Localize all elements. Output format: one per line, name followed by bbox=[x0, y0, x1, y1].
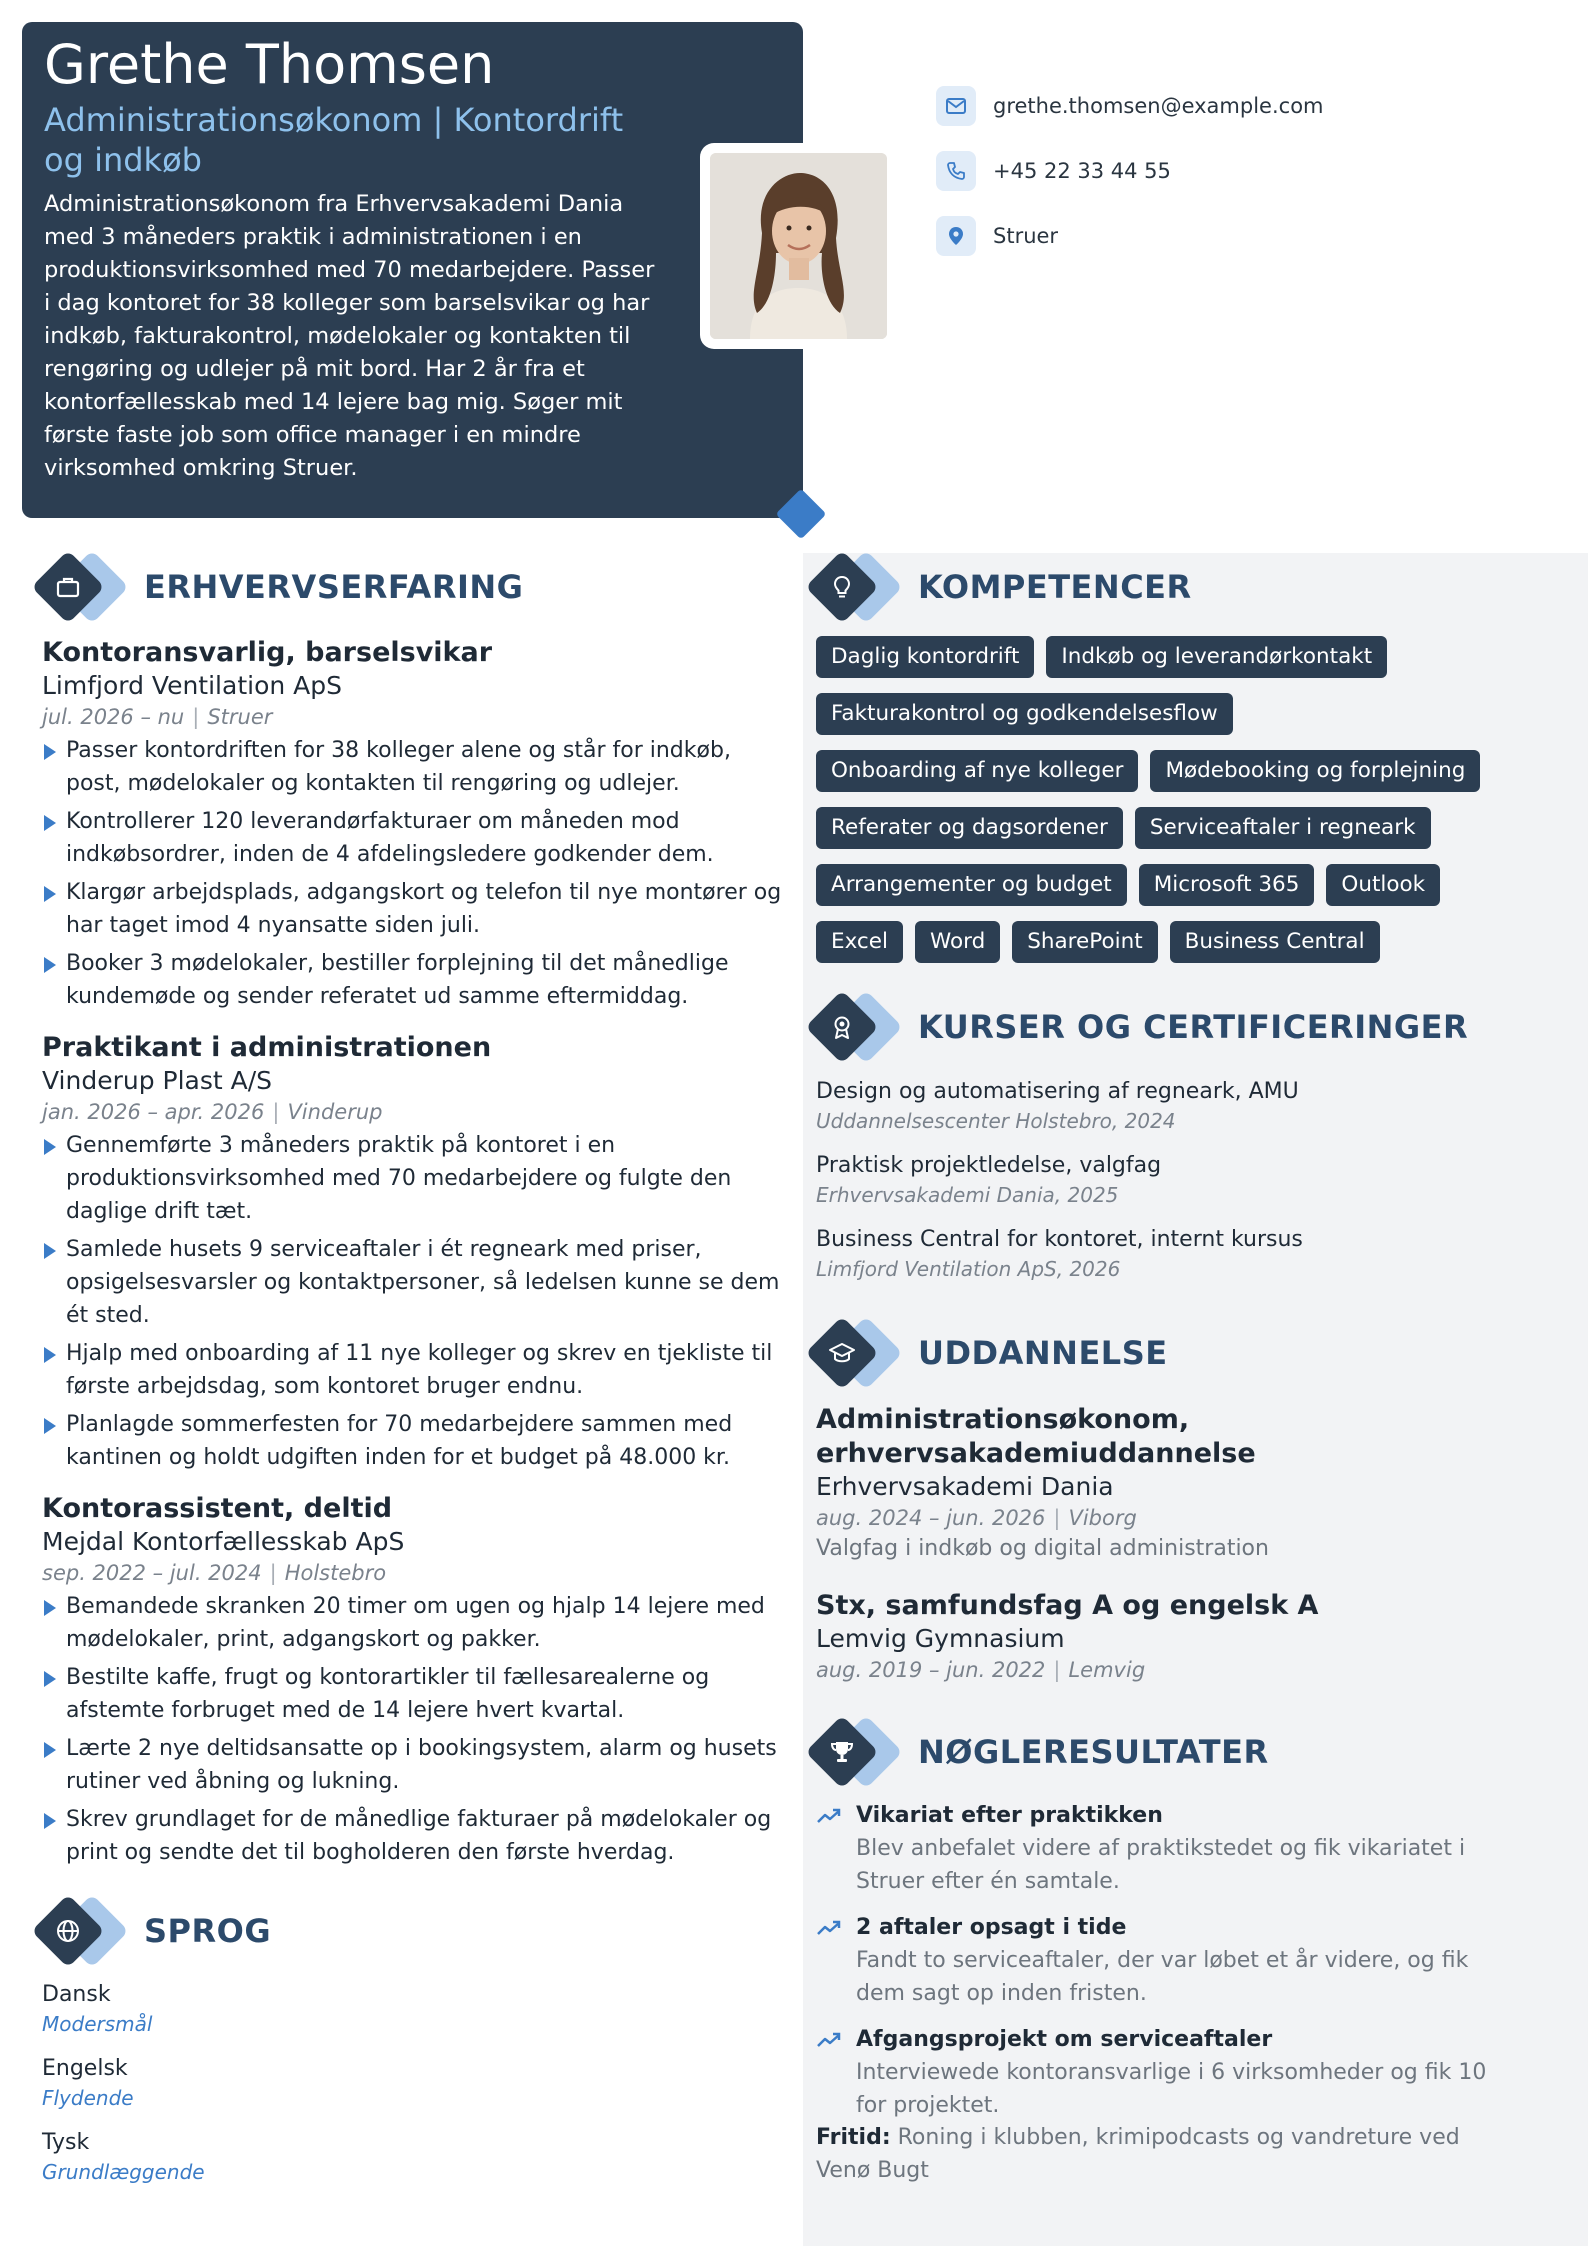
skill-tag: Mødebooking og forplejning bbox=[1150, 750, 1480, 792]
certificate-icon bbox=[802, 987, 902, 1067]
hobbies-value: Roning i klubben, krimipodcasts og vandreture ved Venø Bugt bbox=[816, 2125, 1460, 2183]
language-level: Grundlæggende bbox=[42, 2160, 205, 2184]
job-title: Kontorassistent, deltid bbox=[42, 1493, 393, 1524]
job-title: Kontoransvarlig, barselsvikar bbox=[42, 637, 493, 668]
section-title: ERHVERVSERFARING bbox=[144, 568, 524, 606]
hobbies-label: Fritid: bbox=[816, 2125, 891, 2150]
section-languages-header bbox=[28, 1891, 271, 1971]
result-item bbox=[816, 2024, 1516, 2122]
skill-tag: Excel bbox=[816, 921, 903, 963]
job-meta: jul. 2026 – nu | Struer bbox=[42, 705, 273, 729]
job-entry bbox=[42, 1492, 782, 1874]
profile-photo bbox=[710, 153, 887, 339]
language-item bbox=[42, 2054, 134, 2112]
bullet-item: Bemandede skranken 20 timer om ugen og hjalp 14 lejere med mødelokaler, print, adgangskort og pakker. bbox=[42, 1590, 782, 1656]
education-item bbox=[816, 1403, 1536, 1565]
job-meta: sep. 2022 – jul. 2024 | Holstebro bbox=[42, 1561, 387, 1585]
result-description: Interviewede kontoransvarlige i 6 virksomheder og fik 10 for projektet. bbox=[856, 2060, 1487, 2118]
result-item bbox=[816, 1912, 1516, 2010]
job-period: jan. 2026 – apr. 2026 bbox=[42, 1100, 265, 1124]
language-name: Tysk bbox=[42, 2130, 90, 2155]
language-name: Engelsk bbox=[42, 2056, 128, 2081]
contact-phone-text: +45 22 33 44 55 bbox=[993, 159, 1171, 183]
hobbies-text bbox=[816, 2121, 1496, 2187]
bullet-item: Gennemførte 3 måneders praktik på kontoret i en produktionsvirksomhed med 70 medarbejdere og fulgte den daglige drift tæt. bbox=[42, 1129, 782, 1228]
section-skills-header bbox=[802, 547, 1192, 627]
education-period: aug. 2019 – jun. 2022 bbox=[816, 1658, 1046, 1682]
skill-tag: Serviceaftaler i regneark bbox=[1135, 807, 1431, 849]
section-title: UDDANNELSE bbox=[918, 1334, 1168, 1372]
job-title: Praktikant i administrationen bbox=[42, 1032, 492, 1063]
course-item bbox=[816, 1225, 1303, 1283]
result-description: Fandt to serviceaftaler, der var løbet et år videre, og fik dem sagt op inden fristen. bbox=[856, 1948, 1469, 2006]
course-item bbox=[816, 1151, 1161, 1209]
course-name: Business Central for kontoret, internt kursus bbox=[816, 1227, 1303, 1252]
education-meta: aug. 2019 – jun. 2022 | Lemvig bbox=[816, 1658, 1146, 1682]
lightbulb-icon bbox=[802, 547, 902, 627]
profile-summary: Administrationsøkonom fra Erhvervsakademi Dania med 3 måneders praktik i administrationen i en produktionsvirksomhed med 70 medarbejdere. Passer i dag kontoret for 38 kolleger som barselsvikar og har indkøb, fakturakontrol, mødelokaler og kontakten til rengøring og udlejer på mit bord. Har 2 år fra et kontorfællesskab med 14 lejere bag mig. Søger mit første faste job som office manager i en mindre virksomhed omkring Struer. bbox=[44, 191, 655, 481]
trophy-icon bbox=[802, 1712, 902, 1792]
education-title: Administrationsøkonom, erhvervsakademiuddannelse bbox=[816, 1404, 1256, 1469]
phone-icon bbox=[936, 151, 976, 191]
job-company: Limfjord Ventilation ApS bbox=[42, 671, 342, 700]
contact-location bbox=[936, 216, 1324, 256]
course-meta: Erhvervsakademi Dania, 2025 bbox=[816, 1183, 1119, 1207]
education-meta: aug. 2024 – jun. 2026 | Viborg bbox=[816, 1506, 1137, 1530]
bullet-item: Samlede husets 9 serviceaftaler i ét regneark med priser, opsigelsesvarsler og kontaktpersoner, så ledelsen kunne se dem ét sted. bbox=[42, 1233, 782, 1332]
language-level: Flydende bbox=[42, 2086, 134, 2110]
job-period: sep. 2022 – jul. 2024 bbox=[42, 1561, 262, 1585]
skills-list bbox=[816, 636, 1516, 978]
bullet-item: Hjalp med onboarding af 11 nye kolleger og skrev en tjekliste til første arbejdsdag, som kontoret bruger endnu. bbox=[42, 1337, 782, 1403]
profile-photo-frame bbox=[700, 143, 897, 349]
contact-list bbox=[936, 86, 1324, 281]
section-title: SPROG bbox=[144, 1912, 272, 1950]
bullet-item: Kontrollerer 120 leverandørfakturaer om måneden mod indkøbsordrer, inden de 4 afdelingsledere godkender dem. bbox=[42, 805, 782, 871]
job-place: Struer bbox=[207, 705, 273, 729]
skill-tag: Daglig kontordrift bbox=[816, 636, 1034, 678]
skill-tag: Outlook bbox=[1326, 864, 1440, 906]
contact-phone[interactable] bbox=[936, 151, 1324, 191]
job-bullets bbox=[42, 1129, 782, 1474]
result-title: Vikariat efter praktikken bbox=[856, 1803, 1163, 1828]
contact-email-text: grethe.thomsen@example.com bbox=[993, 94, 1324, 118]
globe-icon bbox=[28, 1891, 128, 1971]
bullet-item: Planlagde sommerfesten for 70 medarbejdere sammen med kantinen og holdt udgiften inden for et budget på 48.000 kr. bbox=[42, 1408, 782, 1474]
language-level: Modersmål bbox=[42, 2012, 153, 2036]
candidate-title: Administrationsøkonom | Kontordrift og indkøb bbox=[44, 101, 624, 179]
section-title: NØGLERESULTATER bbox=[918, 1733, 1269, 1771]
trend-up-icon bbox=[816, 1919, 842, 1937]
skill-tag: Microsoft 365 bbox=[1139, 864, 1315, 906]
result-description: Blev anbefalet videre af praktikstedet og fik vikariatet i Struer efter én samtale. bbox=[856, 1836, 1466, 1894]
course-item bbox=[816, 1077, 1299, 1135]
skill-tag: Onboarding af nye kolleger bbox=[816, 750, 1138, 792]
course-name: Praktisk projektledelse, valgfag bbox=[816, 1153, 1162, 1178]
result-item bbox=[816, 1800, 1516, 1898]
skill-tag: Indkøb og leverandørkontakt bbox=[1046, 636, 1387, 678]
job-bullets bbox=[42, 1590, 782, 1869]
course-name: Design og automatisering af regneark, AMU bbox=[816, 1079, 1299, 1104]
bullet-item: Booker 3 mødelokaler, bestiller forplejning til det månedlige kundemøde og sender referatet ud samme eftermiddag. bbox=[42, 947, 782, 1013]
education-period: aug. 2024 – jun. 2026 bbox=[816, 1506, 1046, 1530]
section-results-header bbox=[802, 1712, 1269, 1792]
header-card bbox=[22, 22, 803, 518]
course-meta: Uddannelsescenter Holstebro, 2024 bbox=[816, 1109, 1176, 1133]
section-experience-header bbox=[28, 547, 523, 627]
result-title: Afgangsprojekt om serviceaftaler bbox=[856, 2027, 1273, 2052]
mail-icon bbox=[936, 86, 976, 126]
section-title: KOMPETENCER bbox=[918, 568, 1192, 606]
skill-tag: Referater og dagsordener bbox=[816, 807, 1123, 849]
job-place: Vinderup bbox=[287, 1100, 383, 1124]
education-school: Lemvig Gymnasium bbox=[816, 1624, 1065, 1653]
section-courses-header bbox=[802, 987, 1468, 1067]
education-item bbox=[816, 1589, 1536, 1685]
location-pin-icon bbox=[936, 216, 976, 256]
course-meta: Limfjord Ventilation ApS, 2026 bbox=[816, 1257, 1121, 1281]
job-company: Vinderup Plast A/S bbox=[42, 1066, 273, 1095]
section-title: KURSER OG CERTIFICERINGER bbox=[918, 1008, 1469, 1046]
education-note: Valgfag i indkøb og digital administration bbox=[816, 1536, 1269, 1561]
education-school: Erhvervsakademi Dania bbox=[816, 1472, 1114, 1501]
bullet-item: Bestilte kaffe, frugt og kontorartikler til fællesarealerne og afstemte forbruget med de 14 lejere hvert kvartal. bbox=[42, 1661, 782, 1727]
skill-tag: Word bbox=[915, 921, 1000, 963]
bullet-item: Skrev grundlaget for de månedlige fakturaer på mødelokaler og print og sendte det til bogholderen den første hverdag. bbox=[42, 1803, 782, 1869]
language-name: Dansk bbox=[42, 1982, 111, 2007]
skill-tag: SharePoint bbox=[1012, 921, 1157, 963]
result-title: 2 aftaler opsagt i tide bbox=[856, 1915, 1127, 1940]
job-bullets bbox=[42, 734, 782, 1013]
bullet-item: Lærte 2 nye deltidsansatte op i bookingsystem, alarm og husets rutiner ved åbning og lukning. bbox=[42, 1732, 782, 1798]
contact-email[interactable] bbox=[936, 86, 1324, 126]
graduation-cap-icon bbox=[802, 1313, 902, 1393]
education-title: Stx, samfundsfag A og engelsk A bbox=[816, 1590, 1319, 1621]
bullet-item: Klargør arbejdsplads, adgangskort og telefon til nye montører og har taget imod 4 nyansatte siden juli. bbox=[42, 876, 782, 942]
language-item bbox=[42, 1980, 152, 2038]
job-period: jul. 2026 – nu bbox=[42, 705, 185, 729]
contact-location-text: Struer bbox=[993, 224, 1059, 248]
skill-tag: Fakturakontrol og godkendelsesflow bbox=[816, 693, 1233, 735]
job-meta: jan. 2026 – apr. 2026 | Vinderup bbox=[42, 1100, 383, 1124]
job-entry bbox=[42, 1031, 782, 1479]
briefcase-icon bbox=[28, 547, 128, 627]
trend-up-icon bbox=[816, 2031, 842, 2049]
job-company: Mejdal Kontorfællesskab ApS bbox=[42, 1527, 405, 1556]
job-entry bbox=[42, 636, 782, 1018]
job-place: Holstebro bbox=[284, 1561, 387, 1585]
skill-tag: Business Central bbox=[1170, 921, 1380, 963]
language-item bbox=[42, 2128, 205, 2186]
education-place: Viborg bbox=[1068, 1506, 1137, 1530]
section-education-header bbox=[802, 1313, 1168, 1393]
education-place: Lemvig bbox=[1068, 1658, 1146, 1682]
trend-up-icon bbox=[816, 1807, 842, 1825]
candidate-name: Grethe Thomsen bbox=[44, 33, 495, 96]
skill-tag: Arrangementer og budget bbox=[816, 864, 1127, 906]
bullet-item: Passer kontordriften for 38 kolleger alene og står for indkøb, post, mødelokaler og kontakten til rengøring og udlejer. bbox=[42, 734, 782, 800]
